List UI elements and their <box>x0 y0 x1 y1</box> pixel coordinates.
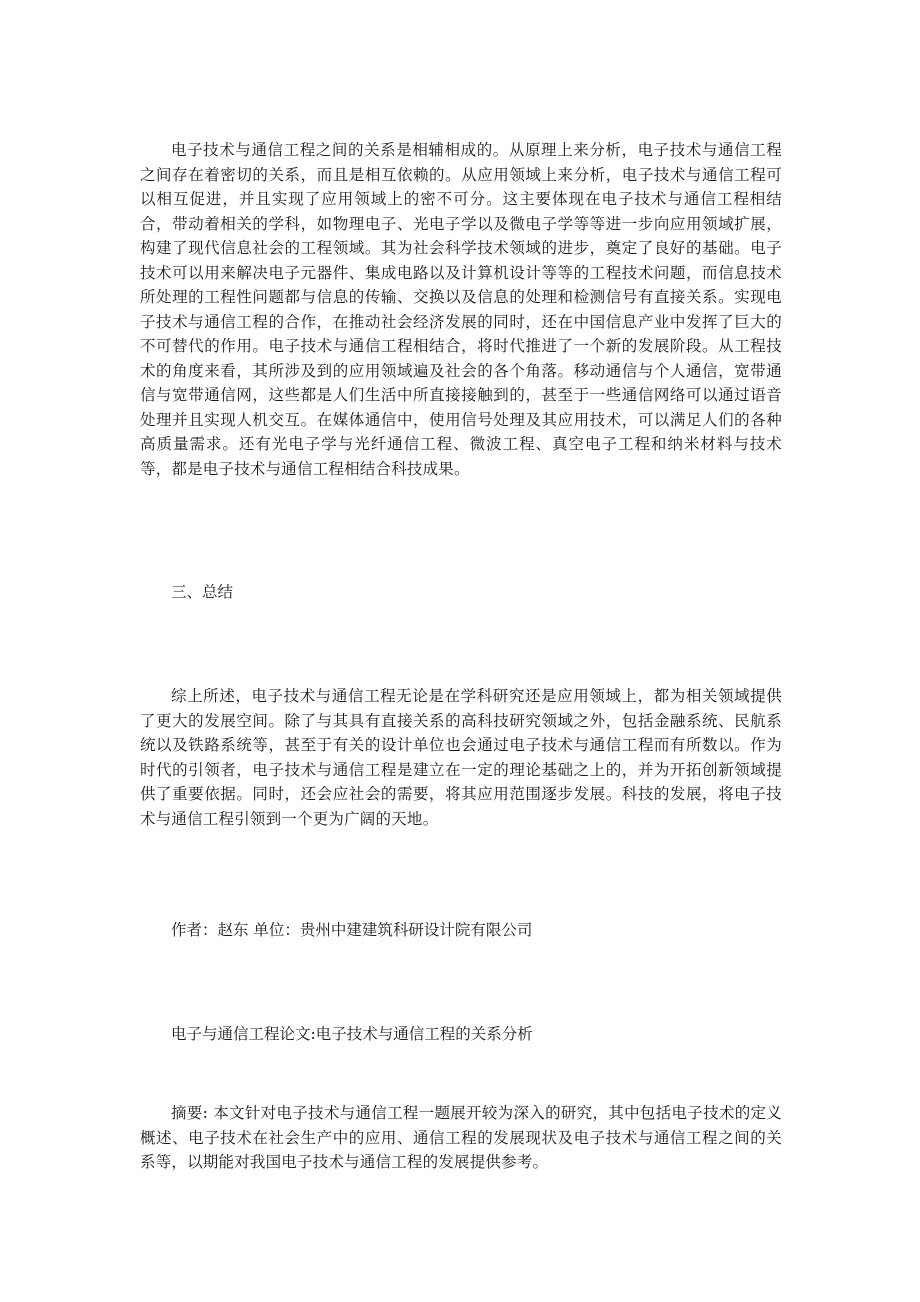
author-line: 作者：赵东 单位：贵州中建建筑科研设计院有限公司 <box>171 921 533 939</box>
next-article-title: 电子与通信工程论文:电子技术与通信工程的关系分析 <box>171 1025 533 1043</box>
section-heading-summary: 三、总结 <box>171 583 234 601</box>
abstract-paragraph: 摘要: 本文针对电子技术与通信工程一题展开较为深入的研究，其中包括电子技术的定义概述、电子技术在社会生产中的应用、通信工程的发展现状及电子技术与通信工程之间的关系等，以期能对我国电子技术与通信工程的发展提供参考。 <box>140 1104 782 1171</box>
paragraph-relationship: 电子技术与通信工程之间的关系是相辅相成的。从原理上来分析，电子技术与通信工程之间存在着密切的关系，而且是相互依赖的。从应用领域上来分析，电子技术与通信工程可以相互促进，并且实现了应用领域上的密不可分。这主要体现在电子技术与通信工程相结合，带动着相关的学科，如物理电子、光电子学以及微电子学等等进一步向应用领域扩展，构建了现代信息社会的工程领域。其为社会科学技术领域的进步，奠定了良好的基础。电子技术可以用来解决电子元器件、集成电路以及计算机设计等等的工程技术问题，而信息技术所处理的工程性问题都与信息的传输、交换以及信息的处理和检测信号有直接关系。实现电子技术与通信工程的合作，在推动社会经济发展的同时，还在中国信息产业中发挥了巨大的不可替代的作用。电子技术与通信工程相结合，将时代推进了一个新的发展阶段。从工程技术的角度来看，其所涉及到的应用领域遍及社会的各个角落。移动通信与个人通信，宽带通信与宽带通信网，这些都是人们生活中所直接接触到的，甚至于一些通信网络可以通过语音处理并且实现人机交互。在媒体通信中，使用信号处理及其应用技术，可以满足人们的各种高质量需求。还有光电子学与光纤通信工程、微波工程、真空电子工程和纳米材料与技术等，都是电子技术与通信工程相结合科技成果。 <box>140 141 782 478</box>
paragraph-summary: 综上所述，电子技术与通信工程无论是在学科研究还是应用领域上，都为相关领域提供了更大的发展空间。除了与其具有直接关系的高科技研究领域之外，包括金融系统、民航系统以及铁路系统等，甚至于有关的设计单位也会通过电子技术与通信工程而有所数以。作为时代的引领者，电子技术与通信工程是建立在一定的理论基础之上的，并为开拓创新领域提供了重要依据。同时，还会应社会的需要，将其应用范围逐步发展。科技的发展，将电子技术与通信工程引领到一个更为广阔的天地。 <box>140 687 782 828</box>
